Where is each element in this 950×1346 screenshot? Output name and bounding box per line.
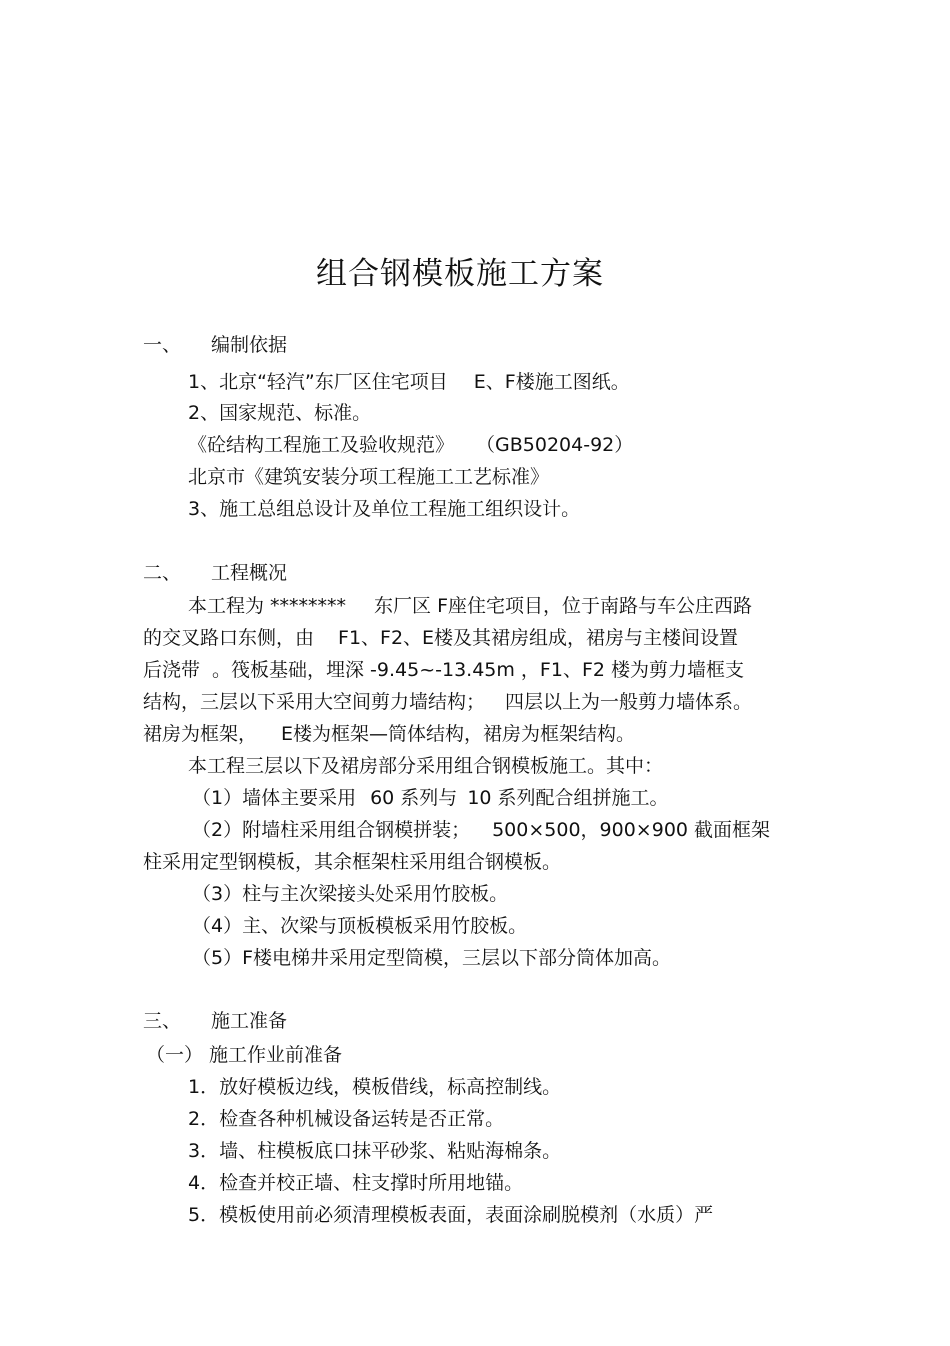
list-item: （3）柱与主次梁接头处采用竹胶板。 bbox=[192, 883, 509, 905]
text: 《砼结构工程施工及验收规范》 bbox=[188, 434, 455, 456]
section-1-item-4: 北京市《建筑安装分项工程施工工艺标准》 bbox=[188, 466, 550, 488]
section-number: 三、 bbox=[143, 1010, 182, 1032]
paragraph-line: 本工程三层以下及裙房部分采用组合钢模板施工。其中： bbox=[188, 755, 664, 777]
text: 东厂区 F座住宅项目，位于南路与车公庄西路 bbox=[374, 595, 753, 617]
text: E楼为框架—筒体结构，裙房为框架结构。 bbox=[281, 723, 636, 745]
paragraph-line bbox=[143, 625, 738, 651]
text: （2）附墙柱采用组合钢模拼装； bbox=[192, 819, 471, 841]
list-item bbox=[192, 785, 669, 811]
subsection-title: 施工作业前准备 bbox=[209, 1044, 343, 1066]
text: 后浇带 bbox=[143, 659, 201, 681]
section-title: 工程概况 bbox=[211, 562, 288, 584]
list-item-continuation: 柱采用定型钢模板，其余框架柱采用组合钢模板。 bbox=[143, 851, 562, 873]
text: 裙房为框架， bbox=[143, 723, 258, 745]
list-item: 5．模板使用前必须清理模板表面，表面涂刷脱模剂（水质）严 bbox=[188, 1204, 714, 1226]
text: E、F楼施工图纸。 bbox=[473, 371, 630, 393]
list-item bbox=[192, 817, 770, 843]
section-1-item-5: 3、施工总组总设计及单位工程施工组织设计。 bbox=[188, 498, 581, 520]
paragraph-line bbox=[143, 657, 744, 683]
text: 60 系列与 bbox=[370, 787, 458, 809]
section-title: 编制依据 bbox=[211, 334, 288, 356]
section-number: 一、 bbox=[143, 334, 182, 356]
subsection-number: （一） bbox=[146, 1044, 204, 1066]
section-title: 施工准备 bbox=[211, 1010, 288, 1032]
text: 本工程为 ******** bbox=[188, 595, 347, 617]
paragraph-line bbox=[188, 593, 752, 619]
section-1-item-2: 2、国家规范、标准。 bbox=[188, 402, 372, 424]
list-item: 4．检查并校正墙、柱支撑时所用地锚。 bbox=[188, 1172, 524, 1194]
list-item: 1．放好模板边线，模板借线，标高控制线。 bbox=[188, 1076, 562, 1098]
list-item: （5）F楼电梯井采用定型筒模，三层以下部分筒体加高。 bbox=[192, 947, 672, 969]
text: 10 系列配合组拼施工。 bbox=[467, 787, 669, 809]
text: 四层以上为一般剪力墙体系。 bbox=[505, 691, 753, 713]
document-title: 组合钢模板施工方案 bbox=[316, 256, 604, 292]
text: 1、北京“轻汽”东厂区住宅项目 bbox=[188, 371, 448, 393]
text: （GB50204-92） bbox=[476, 434, 634, 456]
text: 500×500，900×900 截面框架 bbox=[492, 819, 771, 841]
paragraph-line bbox=[143, 721, 635, 747]
section-number: 二、 bbox=[143, 562, 182, 584]
list-item: 2．检查各种机械设备运转是否正常。 bbox=[188, 1108, 505, 1130]
text: （1）墙体主要采用 bbox=[192, 787, 357, 809]
paragraph-line bbox=[143, 689, 752, 715]
text: 。筏板基础，埋深 -9.45~-13.45m ，F1、F2 楼为剪力墙框支 bbox=[212, 659, 745, 681]
section-1-item-1 bbox=[188, 369, 630, 395]
text: 的交叉路口东侧，由 bbox=[143, 627, 315, 649]
subsection-heading bbox=[146, 1042, 342, 1068]
section-2-heading bbox=[143, 560, 287, 586]
section-1-item-3 bbox=[188, 432, 633, 458]
list-item: （4）主、次梁与顶板模板采用竹胶板。 bbox=[192, 915, 528, 937]
text: 结构，三层以下采用大空间剪力墙结构； bbox=[143, 691, 486, 713]
section-3-heading bbox=[143, 1008, 287, 1034]
list-item: 3．墙、柱模板底口抹平砂浆、粘贴海棉条。 bbox=[188, 1140, 562, 1162]
section-1-heading bbox=[143, 332, 287, 358]
text: F1、F2、E楼及其裙房组成，裙房与主楼间设置 bbox=[338, 627, 739, 649]
